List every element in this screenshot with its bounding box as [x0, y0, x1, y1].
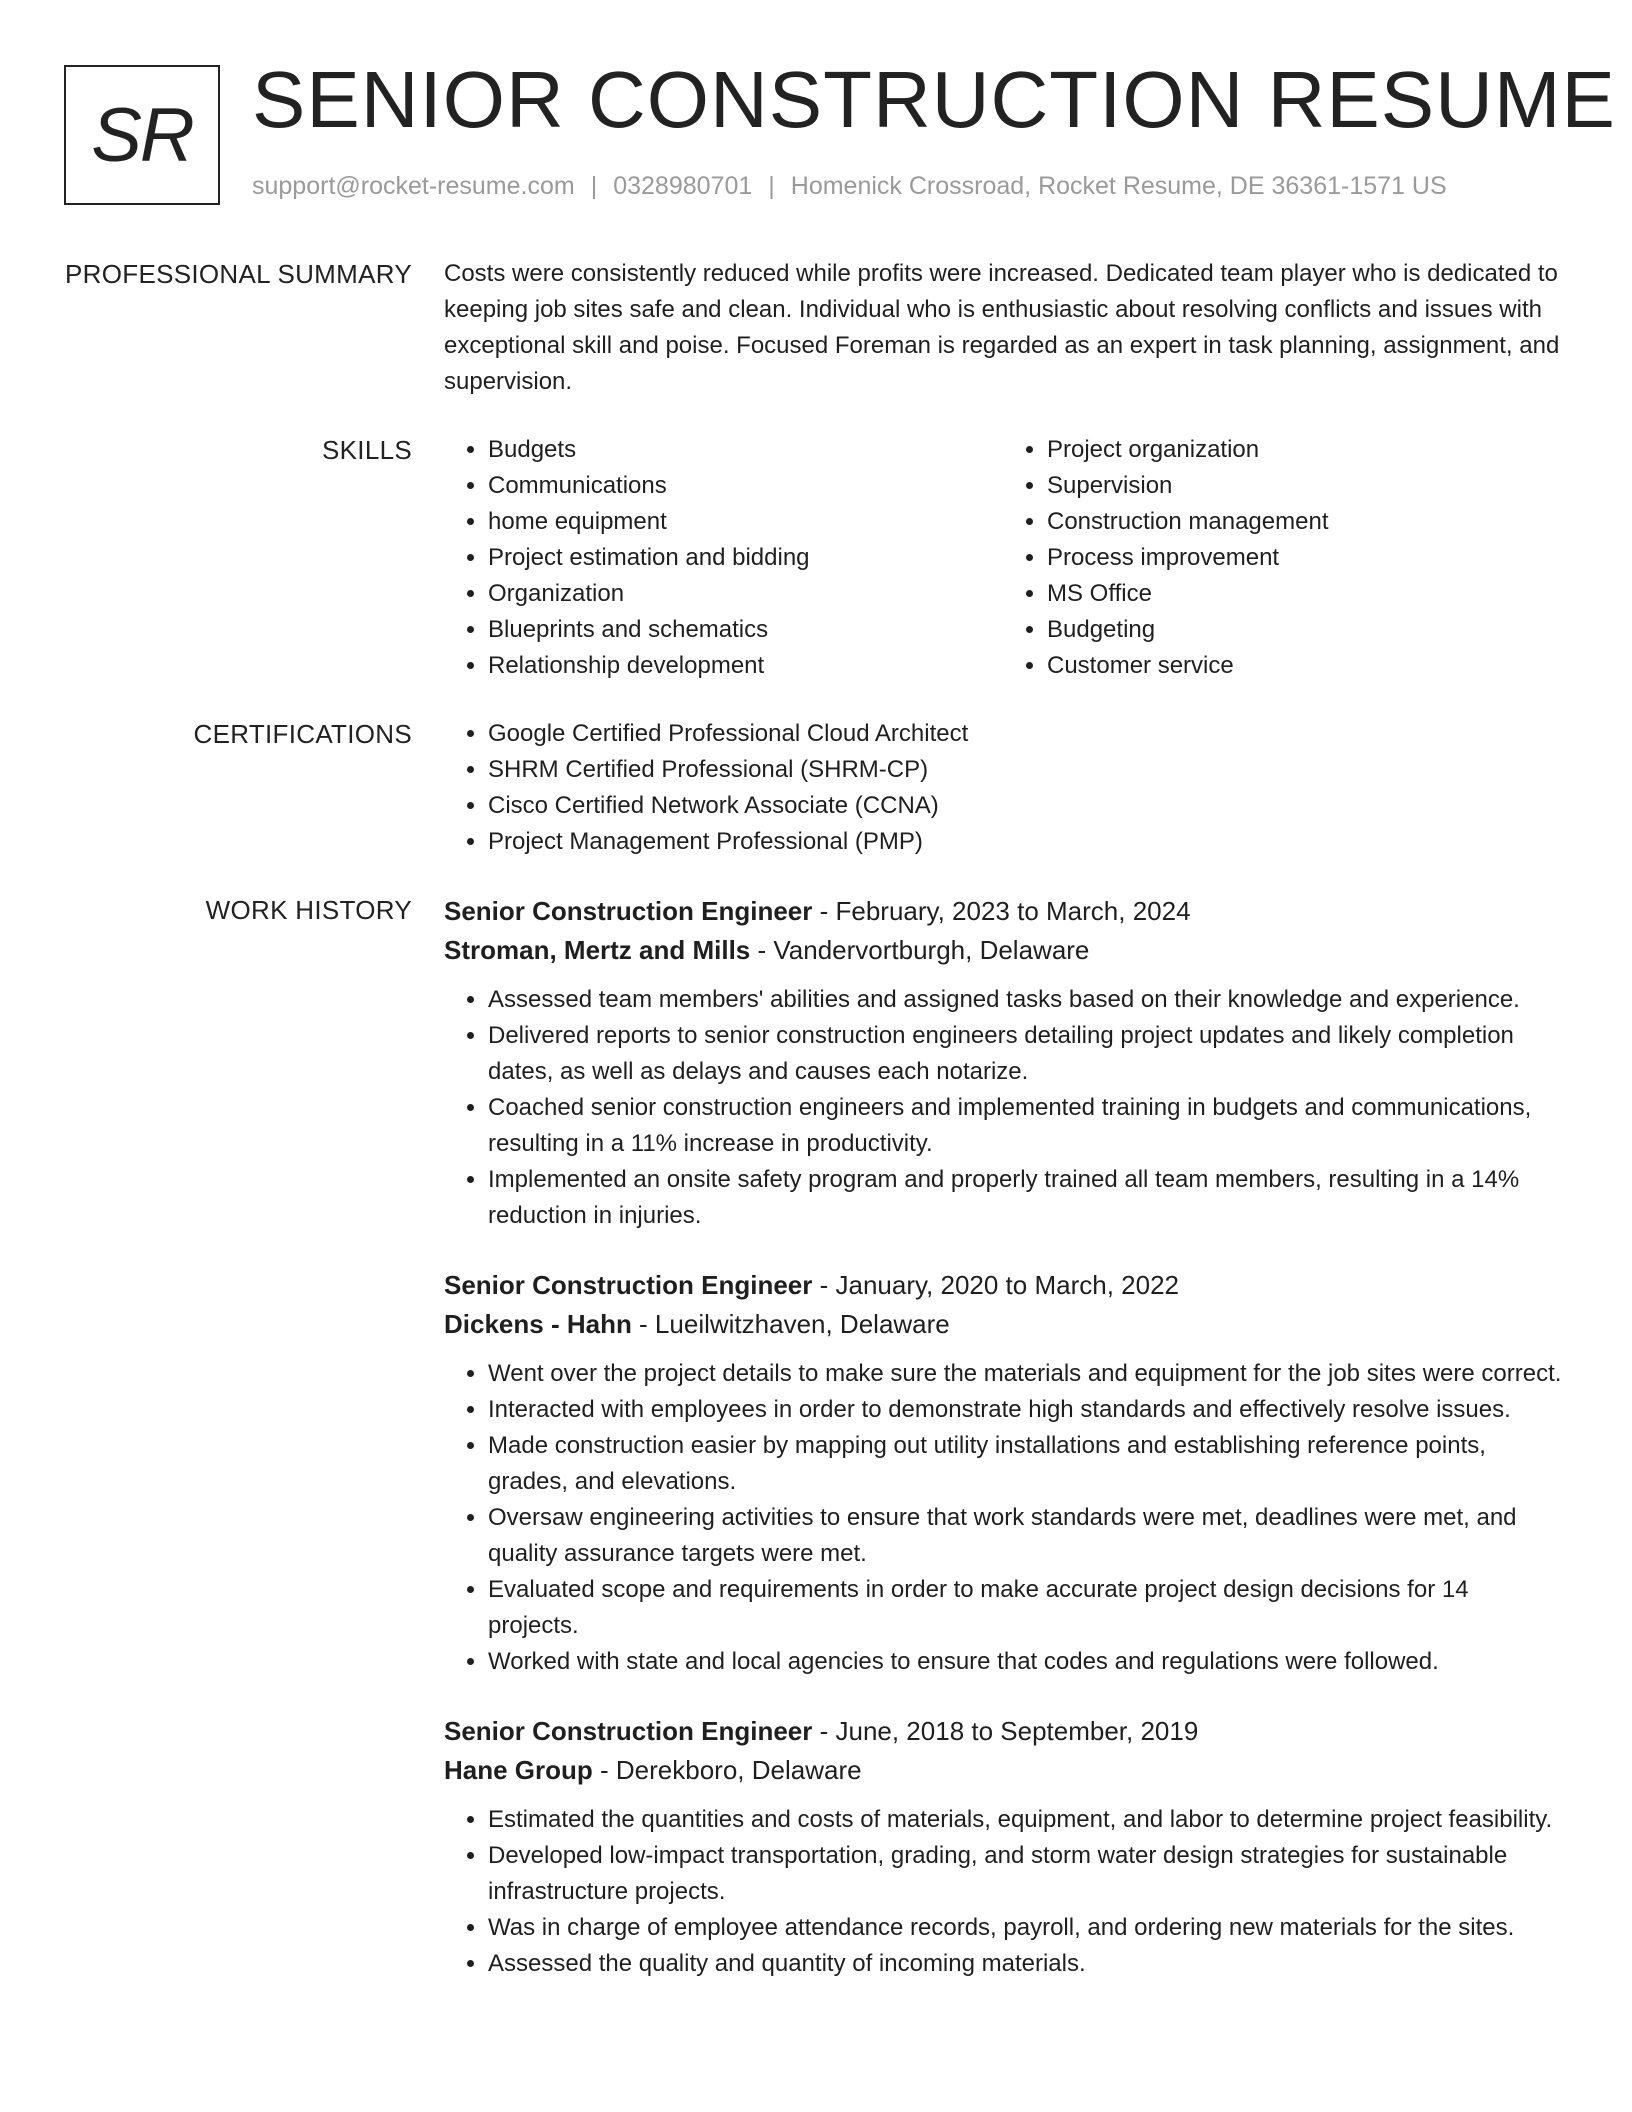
company-name: Stroman, Mertz and Mills	[444, 935, 751, 965]
skill-item: • Relationship development	[488, 648, 1003, 684]
skill-item: • Organization	[488, 576, 1003, 612]
job-title: Senior Construction Engineer	[444, 1716, 813, 1746]
job-title: Senior Construction Engineer	[444, 1270, 813, 1300]
contact-email[interactable]: support@rocket-resume.com	[252, 172, 575, 200]
certifications-list	[444, 716, 1562, 860]
work-history-section	[0, 892, 1632, 1982]
job-bullet: • Made construction easier by mapping out utility installations and establishing reference points, grades, and elevations.	[488, 1428, 1562, 1500]
skills-list-right	[1003, 432, 1562, 684]
skill-item: • MS Office	[1047, 576, 1562, 612]
job-bullet: • Assessed the quality and quantity of incoming materials.	[488, 1946, 1562, 1982]
company-name: Dickens - Hahn	[444, 1309, 632, 1339]
job-bullet: • Delivered reports to senior construction engineers detailing project updates and likely completion dates, as well as delays and causes each notarize.	[488, 1018, 1562, 1090]
job-bullets	[444, 1356, 1562, 1680]
company-location: - Derekboro, Delaware	[592, 1755, 862, 1785]
skill-item: • Budgeting	[1047, 612, 1562, 648]
company-line	[444, 1305, 1562, 1344]
job-title-line	[444, 1712, 1562, 1751]
company-name: Hane Group	[444, 1755, 593, 1785]
job-bullet: • Went over the project details to make sure the materials and equipment for the job sites were correct.	[488, 1356, 1562, 1392]
certifications-section	[0, 716, 1632, 860]
skill-item: • Blueprints and schematics	[488, 612, 1003, 648]
summary-section	[0, 256, 1632, 400]
company-line	[444, 931, 1562, 970]
certification-item: • Project Management Professional (PMP)	[488, 824, 1562, 860]
company-location: - Vandervortburgh, Delaware	[750, 935, 1090, 965]
skill-item: • Process improvement	[1047, 540, 1562, 576]
job-title-line	[444, 1266, 1562, 1305]
section-label: CERTIFICATIONS	[193, 719, 412, 749]
job-bullet: • Was in charge of employee attendance records, payroll, and ordering new materials for the sites.	[488, 1910, 1562, 1946]
job-bullet: • Interacted with employees in order to demonstrate high standards and effectively resolve issues.	[488, 1392, 1562, 1428]
section-label: WORK HISTORY	[205, 895, 412, 925]
skills-section	[0, 432, 1632, 684]
summary-text: Costs were consistently reduced while profits were increased. Dedicated team player who is dedicated to keeping job sites safe and clean. Individual who is enthusiastic about resolving conflicts and issues with exceptional skill and poise. Focused Foreman is regarded as an expert in task planning, assignment, and supervision.	[444, 260, 1560, 395]
skill-item: • Project organization	[1047, 432, 1562, 468]
contact-separator: |	[590, 172, 598, 200]
skills-list-left	[444, 432, 1003, 684]
skill-item: • Communications	[488, 468, 1003, 504]
certification-item: • Google Certified Professional Cloud Architect	[488, 716, 1562, 752]
skill-item: • Customer service	[1047, 648, 1562, 684]
contact-separator: |	[768, 172, 775, 200]
skill-item: • Project estimation and bidding	[488, 540, 1003, 576]
job-entry	[444, 1712, 1562, 1982]
job-entry	[444, 1266, 1562, 1680]
job-bullet: • Worked with state and local agencies to ensure that codes and regulations were followed.	[488, 1644, 1562, 1680]
skill-item: • Budgets	[488, 432, 1003, 468]
job-bullet: • Oversaw engineering activities to ensure that work standards were met, deadlines were met, and quality assurance targets were met.	[488, 1500, 1562, 1572]
job-bullet: • Coached senior construction engineers and implemented training in budgets and communications, resulting in a 11% increase in productivity.	[488, 1090, 1562, 1162]
job-title-line	[444, 892, 1562, 931]
page-title: SENIOR CONSTRUCTION RESUME	[252, 55, 1616, 144]
job-bullet: • Assessed team members' abilities and assigned tasks based on their knowledge and experience.	[488, 982, 1562, 1018]
job-entry	[444, 892, 1562, 1234]
monogram-logo: SR	[64, 65, 220, 205]
job-dates: - January, 2020 to March, 2022	[812, 1270, 1179, 1300]
certification-item: • Cisco Certified Network Associate (CCNA)	[488, 788, 1562, 824]
company-line	[444, 1751, 1562, 1790]
skill-item: • home equipment	[488, 504, 1003, 540]
section-label: SKILLS	[322, 435, 412, 465]
job-bullet: • Implemented an onsite safety program and properly trained all team members, resulting in a 14% reduction in injuries.	[488, 1162, 1562, 1234]
company-location: - Lueilwitzhaven, Delaware	[631, 1309, 950, 1339]
job-bullet: • Estimated the quantities and costs of materials, equipment, and labor to determine project feasibility.	[488, 1802, 1562, 1838]
job-bullets	[444, 982, 1562, 1234]
contact-phone[interactable]: 0328980701	[613, 172, 753, 200]
skill-item: • Construction management	[1047, 504, 1562, 540]
job-dates: - June, 2018 to September, 2019	[812, 1716, 1199, 1746]
resume-body	[0, 256, 1632, 1982]
job-title: Senior Construction Engineer	[444, 896, 813, 926]
job-dates: - February, 2023 to March, 2024	[812, 896, 1191, 926]
job-bullet: • Developed low-impact transportation, grading, and storm water design strategies for sustainable infrastructure projects.	[488, 1838, 1562, 1910]
section-label: PROFESSIONAL SUMMARY	[65, 259, 412, 289]
certification-item: • SHRM Certified Professional (SHRM-CP)	[488, 752, 1562, 788]
contact-address: Homenick Crossroad, Rocket Resume, DE 36361-1571 US	[790, 172, 1447, 200]
job-bullet: • Evaluated scope and requirements in order to make accurate project design decisions for 14 projects.	[488, 1572, 1562, 1644]
skill-item: • Supervision	[1047, 468, 1562, 504]
job-bullets	[444, 1802, 1562, 1982]
contact-line	[252, 172, 1447, 201]
